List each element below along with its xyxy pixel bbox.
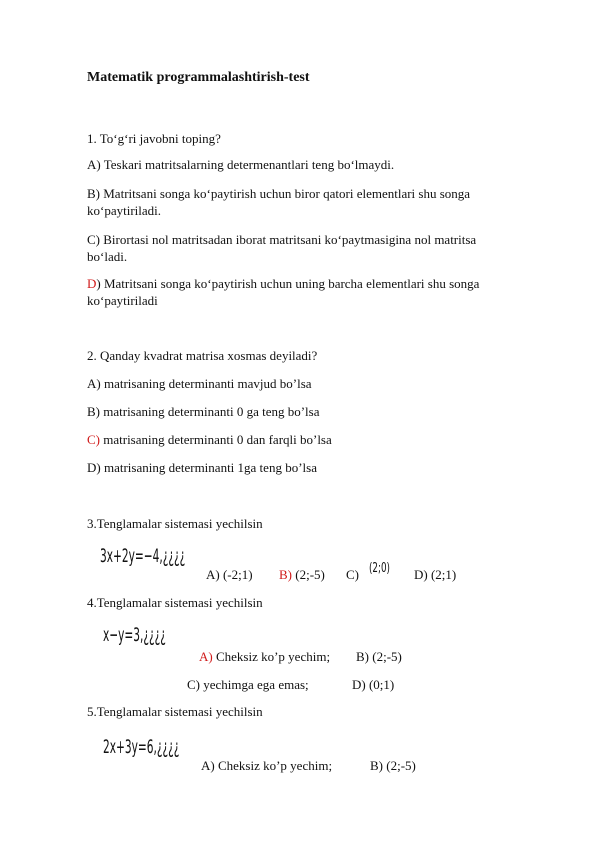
question-1-option-d-line2: ko‘paytiriladi	[87, 293, 158, 308]
question-2-option-a: A) matrisaning determinanti mavjud bo’lsa	[87, 376, 312, 391]
question-3-formula: 3x+2y=−4,¿¿¿¿	[100, 545, 186, 567]
question-1-option-d-line1	[87, 276, 479, 292]
question-2-text: 2. Qanday kvadrat matrisa xosmas deyiladi?	[87, 348, 318, 363]
question-2-option-c	[87, 432, 332, 448]
question-1-option-b-line2: ko‘paytiriladi.	[87, 203, 162, 218]
question-3-option-b	[279, 567, 325, 583]
question-1-text: 1. To‘g‘ri javobni toping?	[87, 131, 221, 146]
question-4-option-a	[199, 649, 330, 665]
option-text: ) Matritsani songa ko‘paytirish uchun uning barcha elementlari shu songa	[96, 276, 480, 291]
question-5-formula: 2x+3y=6,¿¿¿¿	[103, 736, 180, 758]
answer-marker: B)	[279, 567, 292, 582]
question-2-option-b: B) matrisaning determinanti 0 ga teng bo’lsa	[87, 404, 320, 419]
answer-marker: D	[87, 276, 97, 291]
question-3-option-c-formula: (2;0)	[369, 561, 390, 576]
answer-marker: A)	[199, 649, 213, 664]
option-text: Cheksiz ko’p yechim;	[212, 649, 331, 664]
question-5-text: 5.Tenglamalar sistemasi yechilsin	[87, 704, 263, 719]
question-4-option-c: C) yechimga ega emas;	[187, 677, 309, 692]
option-text: (2;-5)	[292, 567, 325, 582]
question-4-text: 4.Tenglamalar sistemasi yechilsin	[87, 595, 263, 610]
question-3-option-d: D) (2;1)	[414, 567, 457, 582]
question-5-option-b: B) (2;-5)	[370, 758, 416, 773]
question-3-option-a: A) (-2;1)	[206, 567, 253, 582]
question-5-option-a: A) Cheksiz ko’p yechim;	[201, 758, 333, 773]
question-1-option-c-line1: C) Birortasi nol matritsadan iborat matritsani ko‘paytmasigina nol matritsa	[87, 232, 477, 247]
question-1-option-c-line2: bo‘ladi.	[87, 249, 128, 264]
question-2-option-d: D) matrisaning determinanti 1ga teng bo’lsa	[87, 460, 317, 475]
page-title: Matematik programmalashtirish-test	[87, 70, 310, 85]
question-3-option-c: C)	[346, 567, 359, 582]
question-1-option-b-line1: B) Matritsani songa ko‘paytirish uchun biror qatori elementlari shu songa	[87, 186, 471, 201]
option-text: matrisaning determinanti 0 dan farqli bo’lsa	[100, 432, 332, 447]
answer-marker: C)	[87, 432, 100, 447]
question-4-option-b: B) (2;-5)	[356, 649, 402, 664]
question-4-formula: x−y=3,¿¿¿¿	[103, 624, 166, 646]
question-1-option-a: A) Teskari matritsalarning determenantlari teng bo‘lmaydi.	[87, 157, 395, 172]
question-4-option-d: D) (0;1)	[352, 677, 395, 692]
question-3-text: 3.Tenglamalar sistemasi yechilsin	[87, 516, 263, 531]
